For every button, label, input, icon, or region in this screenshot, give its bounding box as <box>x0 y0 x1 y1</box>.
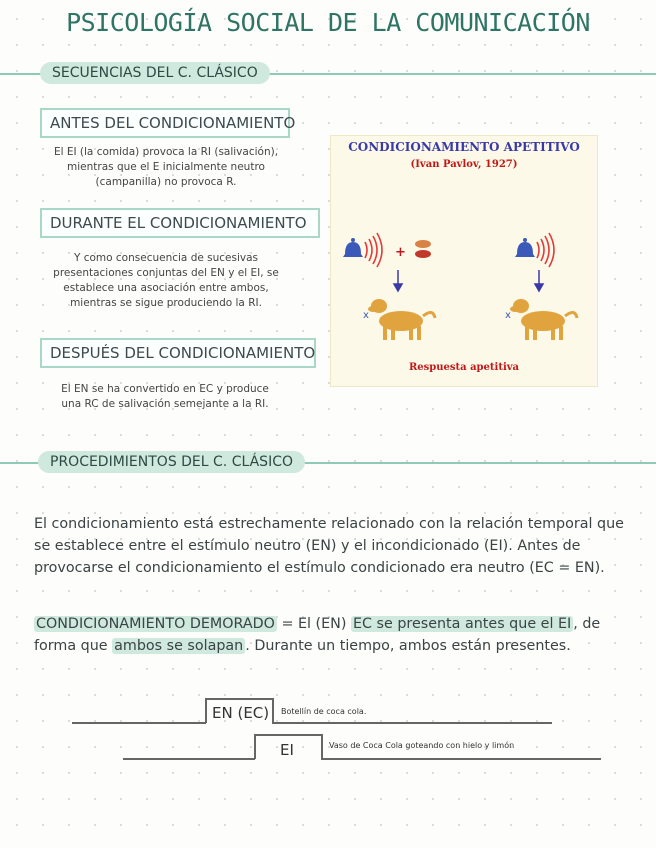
antes-heading: ANTES DEL CONDICIONAMIENTO <box>40 108 290 138</box>
despues-heading: DESPUÉS DEL CONDICIONAMIENTO <box>40 338 316 368</box>
en-label: EN (EC) <box>212 704 270 722</box>
sound-waves-right <box>537 233 554 267</box>
demorado-highlight-solapan: ambos se solapan <box>114 638 244 654</box>
bell-icon-right <box>515 238 535 257</box>
section2-heading: PROCEDIMIENTOS DEL C. CLÁSICO <box>38 451 305 473</box>
durante-text: Y como consecuencia de sucesivas presentaciones conjuntas del EN y el EI, se establece una asociación entre ambos, mientras se sigue produciendo la RI. <box>53 252 279 309</box>
en-fall <box>272 698 274 723</box>
ei-baseline-left <box>123 758 255 760</box>
demorado-part1: = El (EN) <box>276 616 351 632</box>
durante-heading: DURANTE EL CONDICIONAMIENTO <box>40 208 320 238</box>
plus-sign: + <box>395 245 406 260</box>
procedures-paragraph: El condicionamiento está estrechamente relacionado con la relación temporal que se establece entre el estímulo neutro (EN) y el incondicionado (EI). Antes de provocarse el condicionamiento el estímulo condicionado era neutro (EC = EN). <box>34 516 624 576</box>
sound-waves-left <box>365 233 382 267</box>
food-icon <box>415 240 431 258</box>
ei-note: Vaso de Coca Cola goteando con hielo y limón <box>329 741 515 750</box>
demorado-part2: , de forma que <box>34 616 601 654</box>
en-note: Botellín de coca cola. <box>281 707 367 716</box>
ei-fall <box>321 734 323 759</box>
demorado-highlight-ec: EC se presenta antes que el EI <box>352 616 572 632</box>
ei-baseline-right <box>321 758 601 760</box>
demorado-label: CONDICIONAMIENTO DEMORADO <box>36 616 275 632</box>
bell-icon-left <box>343 238 363 257</box>
en-rise <box>205 698 207 723</box>
section1-heading: SECUENCIAS DEL C. CLÁSICO <box>40 62 270 84</box>
demorado-paragraph <box>34 613 626 657</box>
en-baseline-right <box>272 722 552 724</box>
ei-rise <box>254 734 256 759</box>
figure-caption: Respuesta apetitiva <box>408 362 520 373</box>
despues-text: El EN se ha convertido en EC y produce una RC de salivación semejante a la RI. <box>61 383 269 410</box>
arrow-down-icon-left <box>394 270 402 291</box>
arrow-down-icon-right <box>535 270 543 291</box>
pavlov-figure <box>330 135 598 387</box>
figure-title: CONDICIONAMIENTO APETITIVO <box>348 140 580 154</box>
ei-label: EI <box>280 741 294 759</box>
dog-icon-left <box>368 299 435 340</box>
saliva-icon-left: x <box>363 310 369 321</box>
figure-illustration <box>331 136 597 386</box>
dog-icon-right <box>510 299 577 340</box>
en-top <box>205 698 273 700</box>
timeline-diagram <box>0 690 656 770</box>
demorado-part3: . Durante un tiempo, ambos están presentes. <box>245 638 571 654</box>
ei-top <box>254 734 322 736</box>
saliva-icon-right: x <box>505 310 511 321</box>
en-baseline-left <box>72 722 206 724</box>
antes-text: El EI (la comida) provoca la RI (salivación), mientras que el E inicialmente neutro (campanilla) no provoca R. <box>53 146 279 188</box>
figure-subtitle: (Ivan Pavlov, 1927) <box>410 159 518 170</box>
page-title: PSICOLOGÍA SOCIAL DE LA COMUNICACIÓN <box>66 8 590 37</box>
